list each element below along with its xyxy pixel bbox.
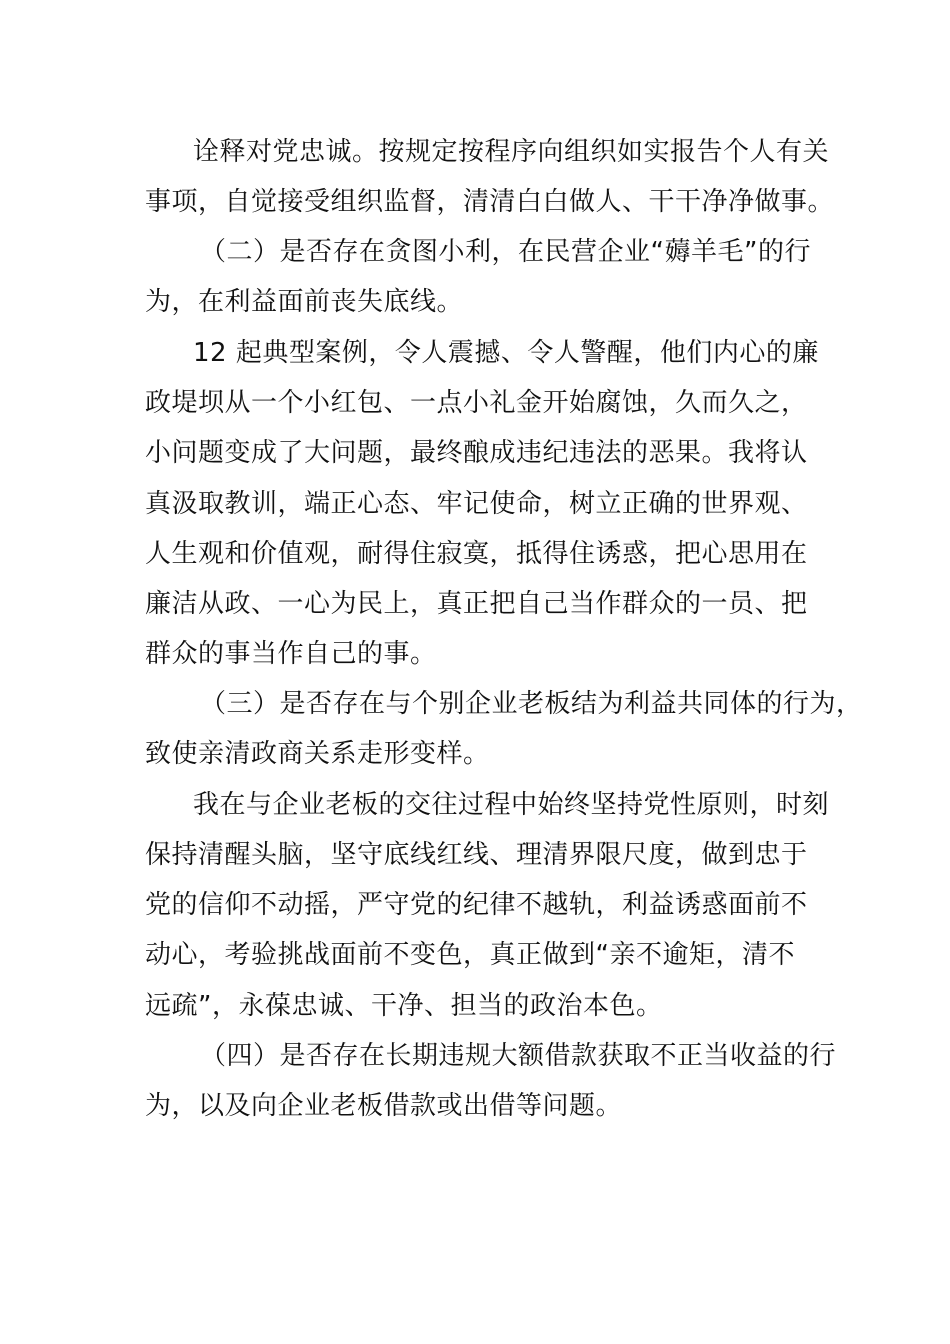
text-line: 事项，自觉接受组织监督，清清白白做人、干干净净做事。 (145, 187, 835, 217)
text-line: 诠释对党忠诚。按规定按程序向组织如实报告个人有关 (193, 137, 830, 167)
text-line: 人生观和价值观，耐得住寂寞，抵得住诱惑，把心思用在 (145, 539, 808, 569)
text-line: 保持清醒头脑，坚守底线红线、理清界限尺度，做到忠于 (145, 840, 808, 870)
text-line: 12 起典型案例，令人震撼、令人警醒，他们内心的廉 (193, 338, 819, 368)
text-line: 廉洁从政、一心为民上，真正把自己当作群众的一员、把 (145, 589, 808, 619)
text-line: 动心，考验挑战面前不变色，真正做到“亲不逾矩，清不 (145, 940, 795, 970)
text-line: 真汲取教训，端正心态、牢记使命，树立正确的世界观、 (145, 489, 808, 519)
section-heading: 为，以及向企业老板借款或出借等问题。 (145, 1091, 623, 1121)
text-line: 政堤坝从一个小红包、一点小礼金开始腐蚀，久而久之， (145, 388, 808, 418)
text-line: 群众的事当作自己的事。 (145, 639, 437, 669)
section-heading: 致使亲清政商关系走形变样。 (145, 739, 490, 769)
text-line: 小问题变成了大问题，最终酿成违纪违法的恶果。我将认 (145, 438, 808, 468)
section-heading: （二）是否存在贪图小利，在民营企业“薅羊毛”的行 (200, 237, 811, 267)
text-line: 党的信仰不动摇，严守党的纪律不越轨，利益诱惑面前不 (145, 890, 808, 920)
text-line: 远疏”，永葆忠诚、干净、担当的政治本色。 (145, 991, 663, 1021)
text-line: 我在与企业老板的交往过程中始终坚持党性原则，时刻 (193, 790, 830, 820)
section-heading: 为，在利益面前丧失底线。 (145, 287, 464, 317)
section-heading: （三）是否存在与个别企业老板结为利益共同体的行为， (200, 689, 863, 719)
section-heading: （四）是否存在长期违规大额借款获取不正当收益的行 (200, 1041, 837, 1071)
